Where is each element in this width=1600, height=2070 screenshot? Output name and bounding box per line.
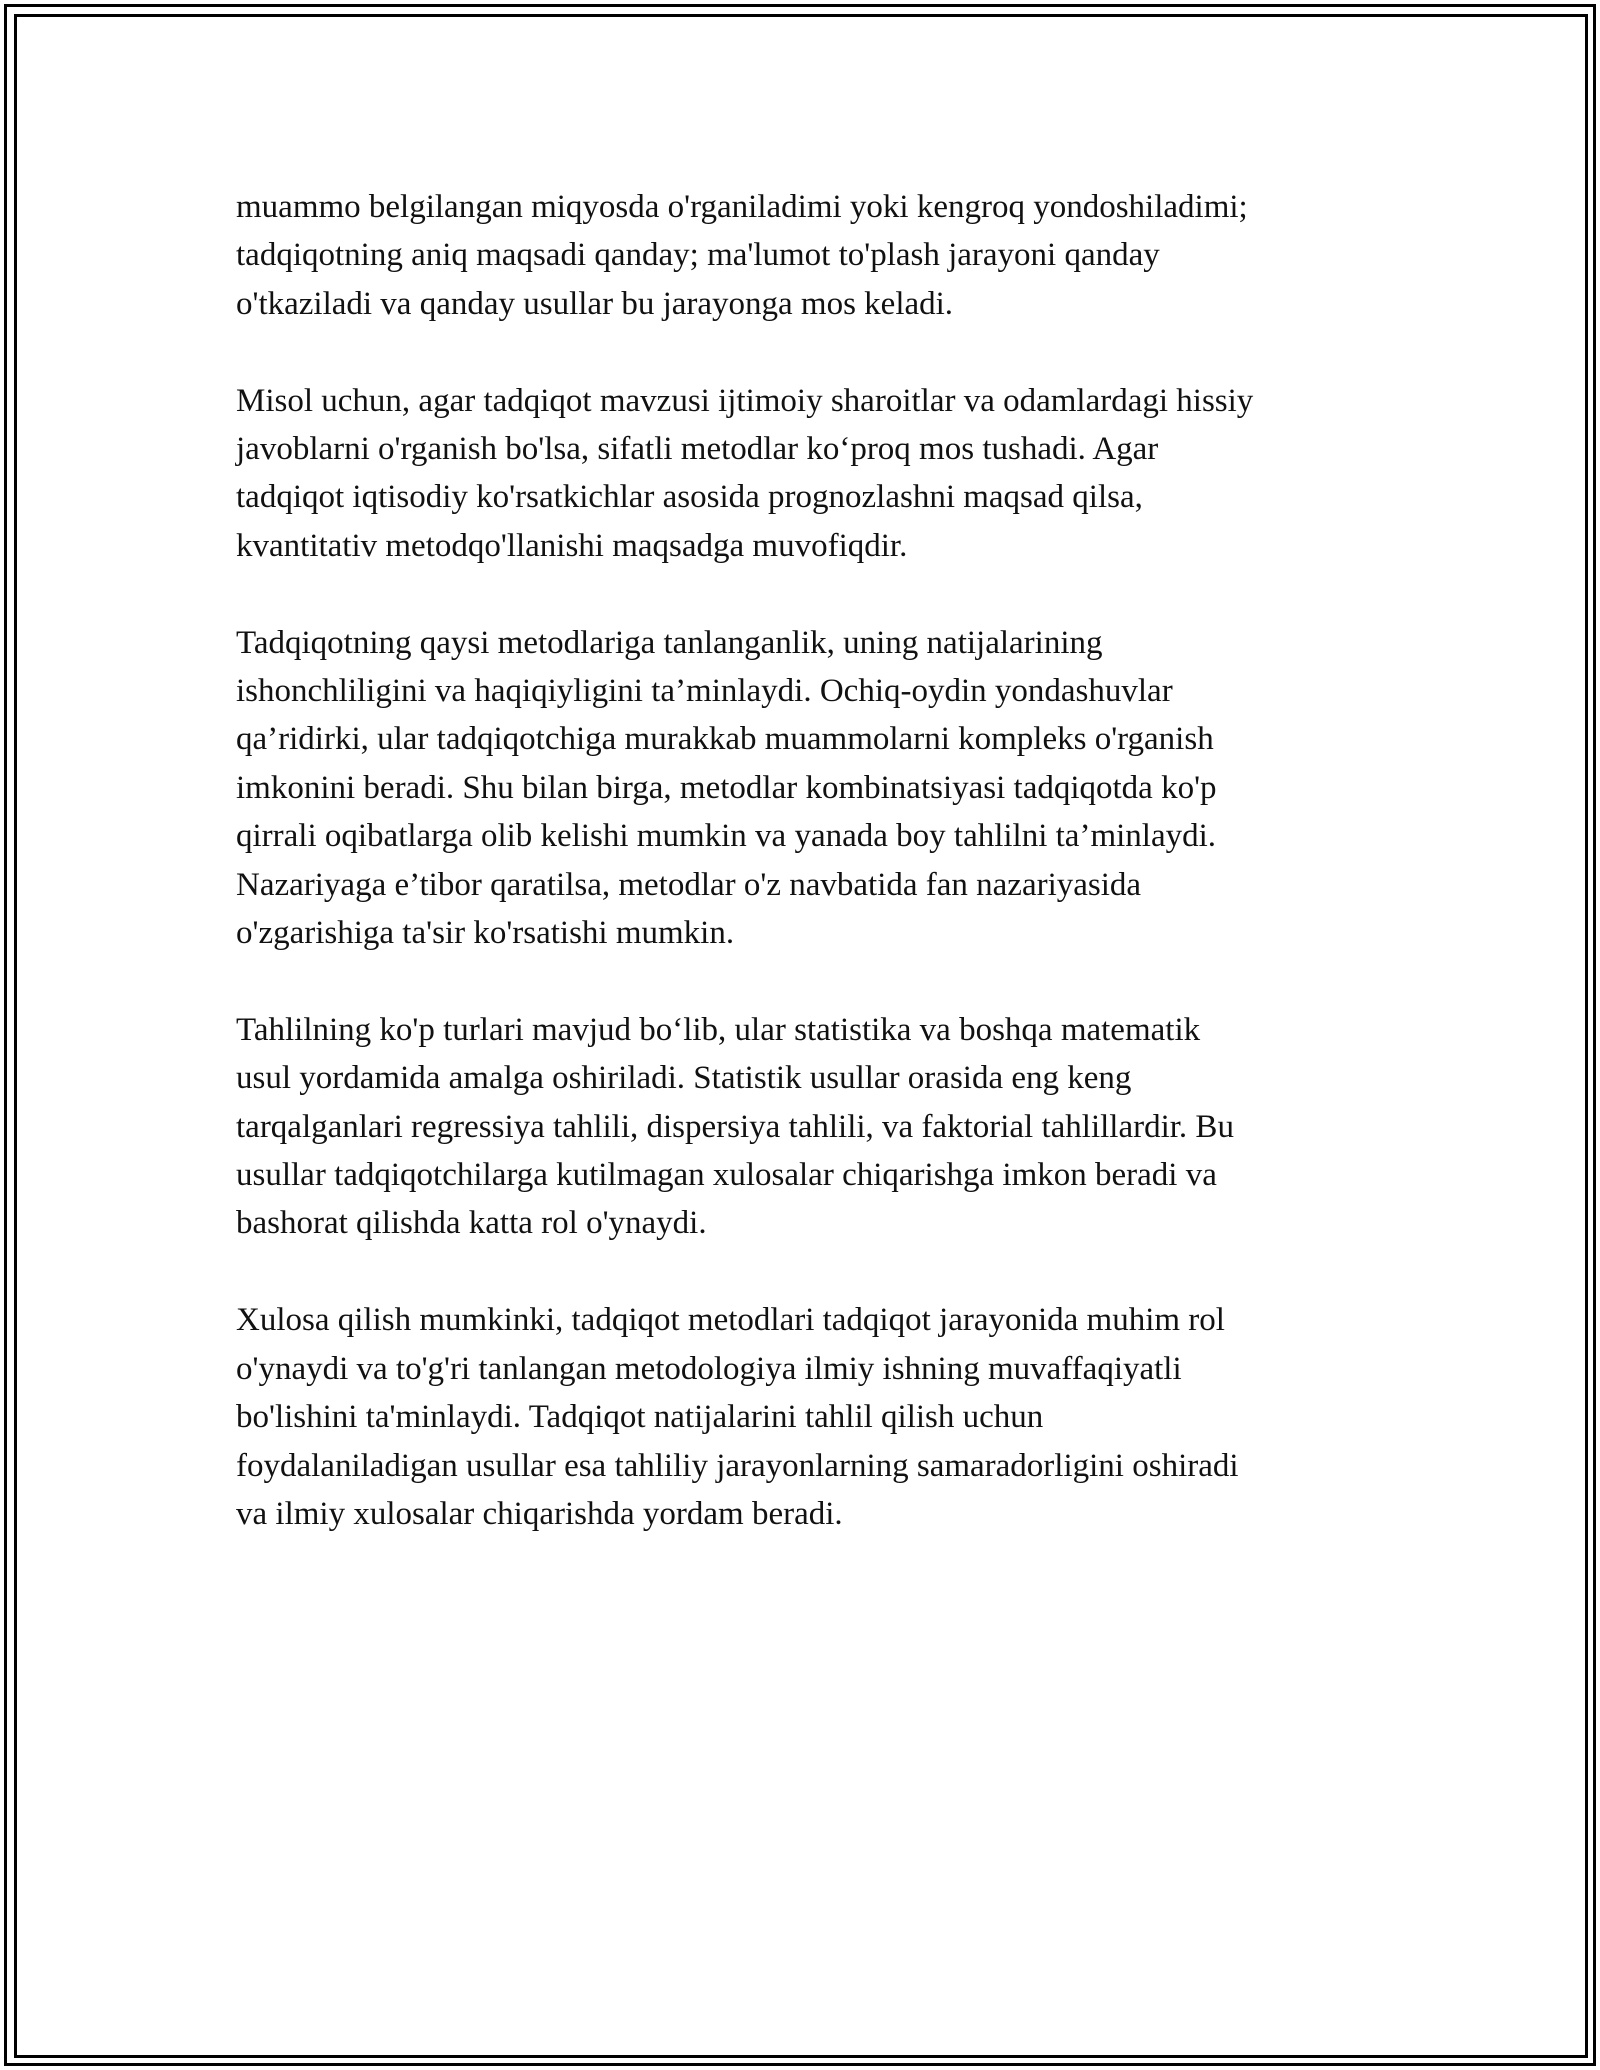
document-body [236, 183, 1386, 1587]
paragraph-1: muammo belgilangan miqyosda o'rganiladimi yoki kengroq yondoshiladimi; tadqiqotning aniq maqsadi qanday; ma'lumot to'plash jarayoni qanday o'tkaziladi va qanday usullar bu jarayonga mos keladi. [236, 189, 1248, 322]
paragraph-4: Tahlilning ko'p turlari mavjud bo‘lib, ular statistika va boshqa matematik usul yordamida amalga oshiriladi. Statistik usullar orasida eng keng tarqalganlari regressiya tahlili, dispersiya tahlili, va faktorial tahlillardir. Bu usullar tadqiqotchilarga kutilmagan xulosalar chiqarishga imkon beradi va bashorat qilishda katta rol o'ynaydi. [236, 1011, 1234, 1242]
paragraph-3: Tadqiqotning qaysi metodlariga tanlanganlik, uning natijalarining ishonchliligini va haqiqiyligini ta’minlaydi. Ochiq-oydin yondashuvlar qa’ridirki, ular tadqiqotchiga murakkab muammolarni kompleks o'rganish imkonini beradi. Shu bilan birga, metodlar kombinatsiyasi tadqiqotda ko'p qirrali oqibatlarga olib kelishi mumkin va yanada boy tahlilni ta’minlaydi. Nazariyaga e’tibor qaratilsa, metodlar o'z navbatida fan nazariyasida o'zgarishiga ta'sir ko'rsatishi mumkin. [236, 624, 1217, 952]
paragraph-2: Misol uchun, agar tadqiqot mavzusi ijtimoiy sharoitlar va odamlardagi hissiy javoblarni o'rganish bo'lsa, sifatli metodlar ko‘proq mos tushadi. Agar tadqiqot iqtisodiy ko'rsatkichlar asosida prognozlashni maqsad qilsa, kvantitativ metodqo'llanishi maqsadga muvofiqdir. [236, 382, 1254, 564]
paragraph-5: Xulosa qilish mumkinki, tadqiqot metodlari tadqiqot jarayonida muhim rol o'ynaydi va to'g'ri tanlangan metodologiya ilmiy ishning muvaffaqiyatli bo'lishini ta'minlaydi. Tadqiqot natijalarini tahlil qilish uchun foydalaniladigan usullar esa tahliliy jarayonlarning samaradorligini oshiradi va ilmiy xulosalar chiqarishda yordam beradi. [236, 1302, 1239, 1532]
